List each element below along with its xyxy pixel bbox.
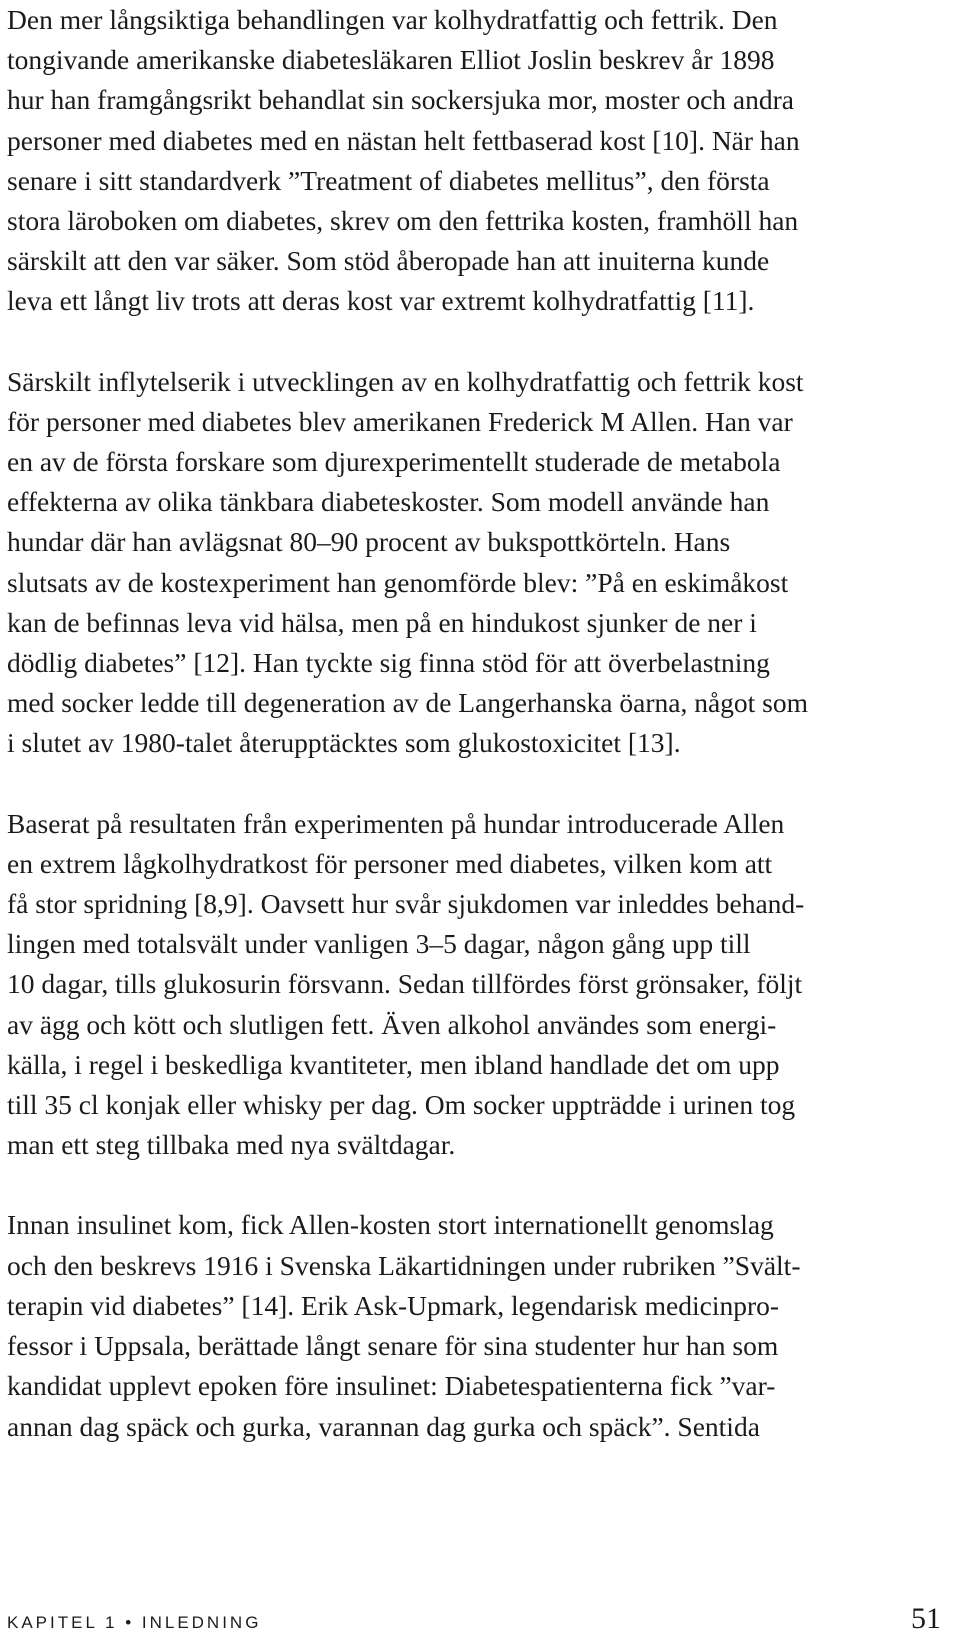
text-line: annan dag späck och gurka, varannan dag gurka och späck”. Sentida — [7, 1410, 760, 1442]
text-line: hundar där han avlägsnat 80–90 procent av bukspottkörteln. Hans — [7, 526, 731, 558]
text-line: för personer med diabetes blev amerikanen Frederick M Allen. Han var — [7, 405, 793, 437]
text-line: tongivande amerikanske diabetesläkaren Elliot Joslin beskrev år 1898 — [7, 44, 775, 76]
text-line: effekterna av olika tänkbara diabeteskoster. Som modell använde han — [7, 486, 770, 518]
text-line: och den beskrevs 1916 i Svenska Läkartidningen under rubriken ”Svält- — [7, 1249, 801, 1281]
text-line: med socker ledde till degeneration av de Langerhanska öarna, något som — [7, 687, 809, 719]
text-line: kandidat upplevt epoken före insulinet: Diabetespatienterna fick ”var- — [7, 1370, 776, 1402]
paragraph-2 — [7, 362, 927, 764]
text-line: Innan insulinet kom, fick Allen-kosten stort internationellt genomslag — [7, 1209, 774, 1241]
text-line: slutsats av de kostexperiment han genomförde blev: ”På en eskimåkost — [7, 566, 789, 598]
text-line: kan de befinnas leva vid hälsa, men på en hindukost sjunker de ner i — [7, 606, 757, 638]
text-line: Baserat på resultaten från experimenten på hundar introducerade Allen — [7, 807, 785, 839]
text-line: 10 dagar, tills glukosurin försvann. Sedan tillfördes först grönsaker, följt — [7, 968, 803, 1000]
text-line: en av de första forskare som djurexperimentellt studerade de metabola — [7, 446, 781, 478]
running-head: KAPITEL 1 • INLEDNING — [7, 1613, 262, 1632]
text-line: i slutet av 1980-talet återupptäcktes som glukostoxicitet [13]. — [7, 727, 681, 759]
page-footer — [7, 1602, 941, 1642]
text-line: personer med diabetes med en nästan helt fettbaserad kost [10]. När han — [7, 124, 800, 156]
paragraph-spacer — [7, 1165, 927, 1205]
text-line: lingen med totalsvält under vanligen 3–5 dagar, någon gång upp till — [7, 928, 751, 960]
text-line: senare i sitt standardverk ”Treatment of diabetes mellitus”, den första — [7, 164, 770, 196]
text-line: hur han framgångsrikt behandlat sin sockersjuka mor, moster och andra — [7, 84, 794, 116]
paragraph-1 — [7, 0, 927, 322]
text-line: av ägg och kött och slutligen fett. Även alkohol användes som energi- — [7, 1008, 777, 1040]
text-line: Den mer långsiktiga behandlingen var kolhydratfattig och fettrik. Den — [7, 4, 778, 35]
text-line: en extrem lågkolhydratkost för personer med diabetes, vilken kom att — [7, 847, 773, 879]
text-line: man ett steg tillbaka med nya svältdagar. — [7, 1129, 456, 1161]
text-line: källa, i regel i beskedliga kvantiteter, men ibland handlade det om upp — [7, 1048, 780, 1080]
text-line: till 35 cl konjak eller whisky per dag. Om socker uppträdde i urinen tog — [7, 1089, 796, 1121]
page-body — [7, 0, 927, 1447]
page-number: 51 — [911, 1602, 941, 1635]
text-line: få stor spridning [8,9]. Oavsett hur svår sjukdomen var inleddes behand- — [7, 888, 805, 920]
text-line: dödlig diabetes” [12]. Han tyckte sig finna stöd för att överbelastning — [7, 647, 770, 679]
paragraph-spacer — [7, 322, 927, 362]
text-line: fessor i Uppsala, berättade långt senare för sina studenter hur han som — [7, 1330, 779, 1362]
text-line: Särskilt inflytelserik i utvecklingen av en kolhydratfattig och fettrik kost — [7, 365, 804, 397]
text-line: terapin vid diabetes” [14]. Erik Ask-Upmark, legendarisk medicinpro- — [7, 1289, 780, 1321]
paragraph-4 — [7, 1205, 927, 1446]
text-line: stora läroboken om diabetes, skrev om den fettrika kosten, framhöll han — [7, 205, 799, 237]
text-line: särskilt att den var säker. Som stöd åberopade han att inuiterna kunde — [7, 245, 770, 277]
text-line: leva ett långt liv trots att deras kost var extremt kolhydratfattig [11]. — [7, 285, 755, 317]
paragraph-spacer — [7, 764, 927, 804]
paragraph-3 — [7, 804, 927, 1166]
